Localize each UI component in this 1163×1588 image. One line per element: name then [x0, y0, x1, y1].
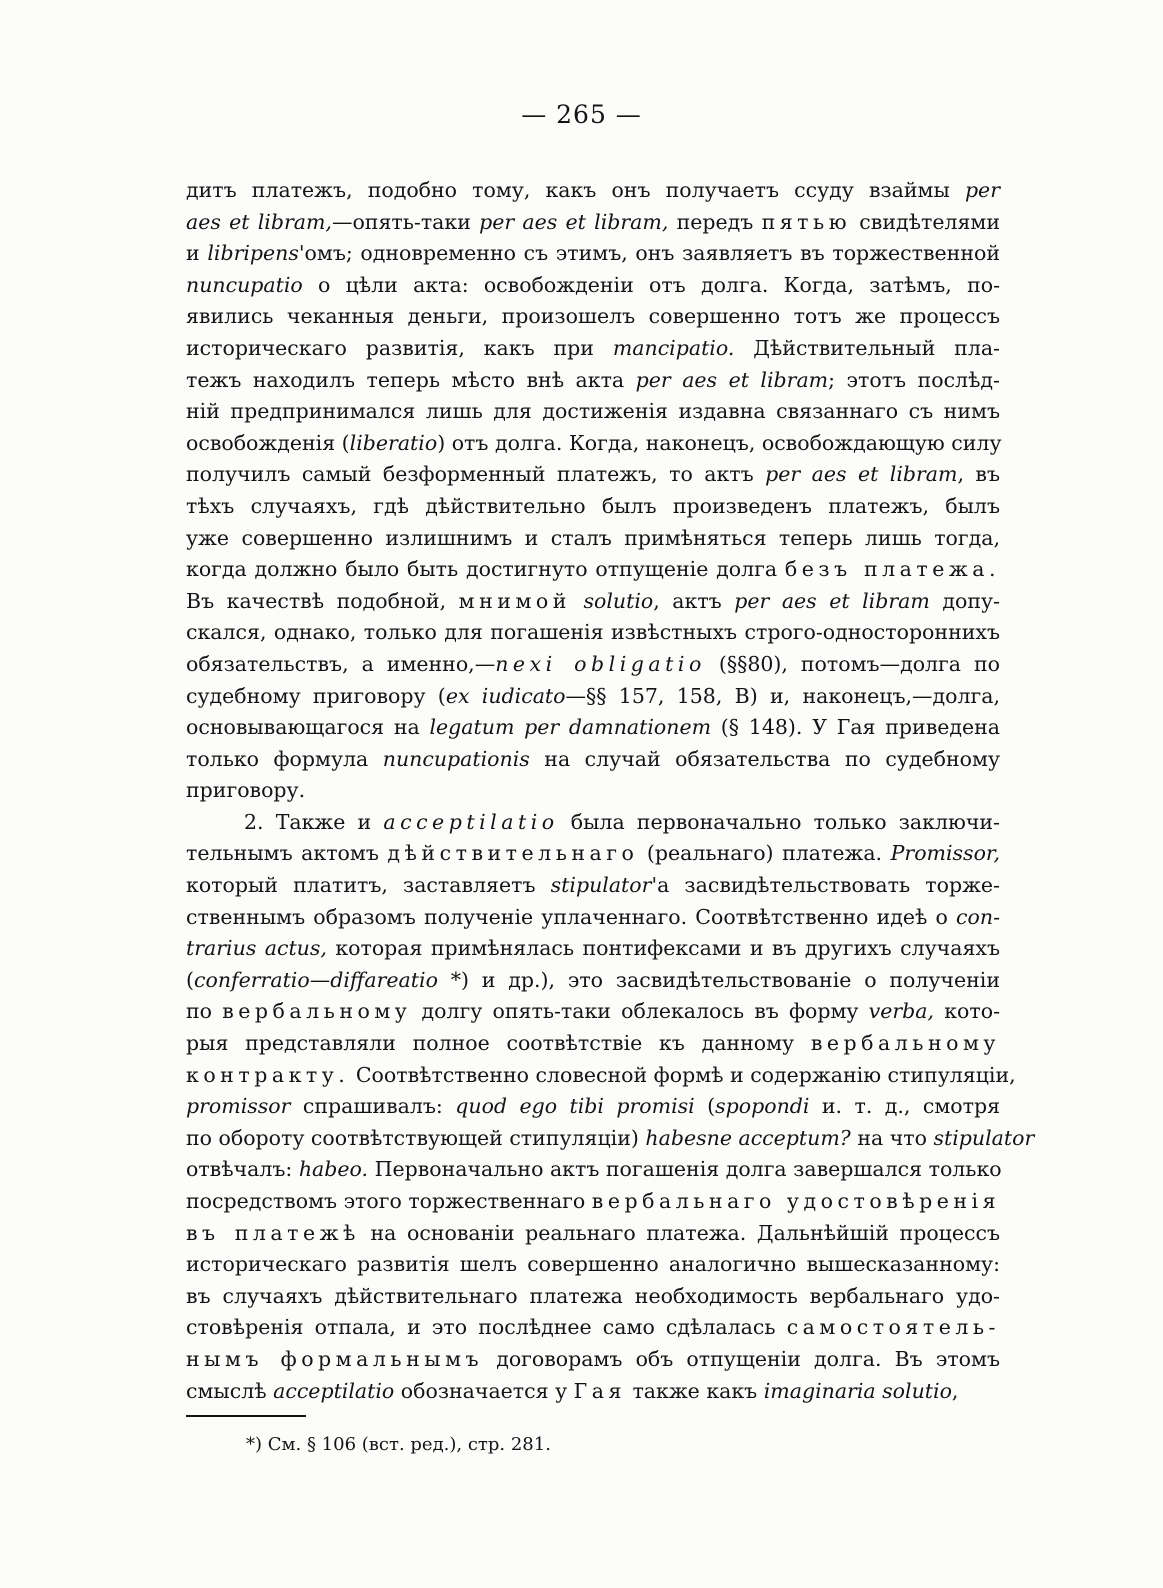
text-line [186, 807, 1000, 839]
latin-term: spopondi [715, 1094, 810, 1119]
text-run: которая примѣнялась понтифексами и въ другихъ случаяхъ [326, 936, 1000, 961]
spaced-emphasis: нымъ формальнымъ [186, 1346, 484, 1371]
text-run: (реальнаго) платежа. [638, 841, 891, 866]
text-run: *) и др.), это засвидѣтельствованіе о полученіи [437, 967, 1000, 992]
text-run: свидѣтелями [851, 209, 1001, 234]
body-text [186, 175, 1035, 1407]
text-run: по [186, 999, 223, 1024]
latin-term: promissor [186, 1094, 291, 1119]
text-run: ( [694, 1094, 716, 1119]
latin-term: stipulator [550, 873, 652, 898]
text-run [571, 589, 584, 613]
text-run: 'а засвидѣтельствовать торже- [651, 873, 1000, 898]
text-line [186, 775, 1000, 807]
text-line [186, 996, 1000, 1028]
text-run: спрашивалъ: [290, 1094, 456, 1119]
latin-term: mancipatio. [612, 335, 735, 360]
latin-term: acceptilatio [273, 1378, 395, 1403]
text-run: только формула [186, 746, 383, 771]
spaced-emphasis: дѣйствительнаго [387, 841, 639, 866]
text-run: Соотвѣтственно словесной формѣ и содержанію стипуляціи, [349, 1062, 1016, 1087]
spaced-emphasis: самостоятель- [786, 1315, 1000, 1340]
text-line [186, 396, 1000, 428]
latin-term: stipulator [933, 1125, 1035, 1150]
text-line [186, 1060, 1016, 1092]
text-run: ственнымъ образомъ полученіе уплаченнаго. Соотвѣтственно идеѣ о [186, 904, 957, 929]
latin-term: quod ego tibi promisi [455, 1094, 695, 1119]
text-line [186, 681, 1000, 713]
text-run: на основаніи реальнаго платежа. Дальнѣйшій процессъ [359, 1220, 1000, 1245]
text-run: явились чеканныя деньги, произошелъ совершенно тотъ же процессъ [186, 304, 1000, 329]
text-run: и [186, 241, 208, 266]
text-run: получилъ самый безформенный платежъ, то актъ [186, 462, 766, 487]
text-line [186, 301, 1000, 333]
spaced-emphasis: Гая [573, 1378, 626, 1403]
text-run: 'омъ; одновременно съ этимъ, онъ заявляетъ въ торжественной [298, 241, 1000, 266]
latin-term: libripens [207, 241, 299, 266]
text-run: допу- [929, 588, 1000, 613]
text-run: договорамъ объ отпущеніи долга. Въ этомъ [483, 1346, 1000, 1371]
text-run: скался, однако, только для погашенія извѣстныхъ строго-одностороннихъ [186, 620, 1000, 645]
text-run: уже совершенно излишнимъ и сталъ примѣняться теперь лишь тогда, [186, 525, 1000, 550]
text-line [186, 1249, 1000, 1281]
text-line [186, 491, 1000, 523]
latin-term: ex iudicato [445, 683, 566, 708]
text-line [186, 1154, 1000, 1186]
text-run: когда должно было быть достигнуто отпущеніе долга [186, 557, 785, 582]
text-run: обозначается у [394, 1378, 574, 1403]
text-run: о цѣли акта: освобожденіи отъ долга. Когда, затѣмъ, по- [302, 272, 1000, 297]
text-line [186, 933, 1000, 965]
text-run: освобожденія ( [186, 430, 350, 455]
latin-term: liberatio [349, 430, 438, 455]
latin-term: per aes et libram [635, 367, 829, 392]
latin-term: habesne acceptum? [645, 1125, 851, 1150]
page-number: — 265 — [521, 100, 642, 129]
spaced-emphasis: безъ платежа. [784, 557, 1000, 582]
text-run: —опять-таки [331, 209, 480, 234]
text-line [186, 870, 1000, 902]
text-run: кото- [934, 999, 1000, 1024]
text-run: , актъ [653, 588, 735, 613]
text-run: на что [850, 1125, 934, 1150]
text-line [186, 965, 1000, 997]
text-run: тежъ находилъ теперь мѣсто внѣ акта [186, 367, 636, 392]
text-run: Первоначально актъ погашенія долга завершался только [368, 1157, 1002, 1182]
text-run: также какъ [625, 1378, 764, 1403]
text-line [186, 1344, 1000, 1376]
text-line [186, 838, 1000, 870]
text-run: ) отъ долга. Когда, наконецъ, освобождающую силу [437, 430, 1002, 455]
text-run: посредствомъ этого торжественнаго [186, 1189, 592, 1213]
text-run: Дѣйствительный пла- [734, 335, 1000, 360]
text-run: дитъ платежъ, подобно тому, какъ онъ получаетъ ссуду взаймы [186, 178, 965, 202]
spaced-latin-term: nexi obligatio [495, 651, 706, 676]
text-run: ній предпринимался лишь для достиженія издавна связаннаго съ нимъ [186, 399, 1000, 424]
text-run: историческаго развитія, какъ при [186, 335, 613, 360]
latin-term: per [964, 178, 1000, 202]
text-line [186, 333, 1000, 365]
latin-term: imaginaria solutio [763, 1378, 952, 1403]
text-run: передъ [668, 209, 762, 234]
text-line [186, 1028, 1000, 1060]
text-line [186, 586, 1000, 618]
text-line [186, 649, 1000, 681]
spaced-emphasis: контракту. [186, 1062, 350, 1087]
text-run: смыслѣ [186, 1378, 274, 1403]
latin-term: nuncupationis [382, 746, 530, 771]
text-line [186, 554, 1000, 586]
text-run: (§§80), потомъ—долга по [705, 651, 1001, 676]
text-run: основывающагося на [186, 715, 430, 740]
text-run: 2. Также и [244, 809, 384, 834]
text-line [186, 1123, 1035, 1155]
text-line [186, 1376, 1000, 1408]
text-run: долгу опять-таки облекалось въ форму [411, 999, 869, 1024]
text-run: стовѣренія отпала, и это послѣднее само сдѣлалась [186, 1315, 787, 1340]
latin-term: aes et libram, [186, 209, 332, 234]
spaced-emphasis: вербальному [810, 1031, 1000, 1056]
footnote-rule [186, 1415, 306, 1417]
text-run: и. т. д., смотря [809, 1094, 1000, 1119]
latin-term: per aes et libram, [479, 209, 669, 234]
text-run: на случай обязательства по судебному [529, 746, 1001, 771]
text-line [186, 902, 1000, 934]
spaced-emphasis: мнимой [458, 588, 571, 613]
text-line [186, 617, 1000, 649]
text-run: который платитъ, заставляетъ [186, 873, 551, 898]
text-run: обязательствъ, а именно,— [186, 651, 496, 676]
text-line [186, 270, 1000, 302]
text-line [186, 523, 1000, 555]
text-run: ( [186, 967, 194, 992]
latin-term: per aes et libram [734, 588, 930, 613]
text-run: , [951, 1378, 959, 1403]
latin-term: solutio [583, 588, 654, 613]
text-line [186, 1186, 1000, 1218]
latin-term: per aes et libram [765, 462, 958, 487]
text-line [186, 744, 1000, 776]
text-run: судебному приговору ( [186, 683, 446, 708]
text-run: Въ качествѣ подобной, [186, 588, 459, 613]
spaced-emphasis: въ платежѣ [186, 1220, 360, 1245]
text-line [186, 365, 1000, 397]
spaced-emphasis: вербальному [222, 999, 412, 1024]
latin-term: habeo. [298, 1157, 369, 1182]
footnote: *) См. § 106 (вст. ред.), стр. 281. [246, 1434, 551, 1455]
text-run: рыя представляли полное соотвѣтствіе къ данному [186, 1031, 811, 1056]
latin-term: nuncupatio [186, 272, 303, 297]
text-run: историческаго развитія шелъ совершенно аналогично вышесказанному: [186, 1252, 1000, 1277]
text-run: по обороту соотвѣтствующей стипуляціи) [186, 1125, 646, 1150]
latin-term: verba, [868, 999, 935, 1024]
text-line [186, 1281, 1000, 1313]
text-run: тельнымъ актомъ [186, 841, 388, 866]
text-line [186, 459, 1000, 491]
latin-term: con- [956, 904, 1000, 929]
text-line [186, 175, 1000, 207]
text-line [186, 712, 1000, 744]
text-run: была первоначально только заключи- [558, 809, 1000, 834]
text-run: приговору. [186, 778, 306, 803]
latin-term: legatum per damnationem [429, 715, 712, 740]
latin-term: trarius actus, [186, 936, 327, 961]
spaced-emphasis: пятью [761, 209, 852, 234]
text-run: въ случаяхъ дѣйствительнаго платежа необходимость вербальнаго удо- [186, 1283, 1000, 1308]
text-run: отвѣчалъ: [186, 1157, 299, 1182]
text-run: , въ [957, 462, 1000, 487]
text-run: тѣхъ случаяхъ, гдѣ дѣйствительно былъ произведенъ платежъ, былъ [186, 493, 1000, 518]
text-line [186, 428, 1000, 460]
text-run: ; этотъ послѣд- [828, 367, 1000, 392]
latin-term: conferratio—diffareatio [194, 967, 438, 992]
spaced-emphasis: вербальнаго удостовѣренія [591, 1189, 1001, 1213]
text-run: (§ 148). У Гая приведена [711, 715, 1001, 740]
text-line [186, 1091, 1000, 1123]
spaced-latin-term: acceptilatio [383, 809, 559, 834]
text-line [186, 207, 1000, 239]
latin-term: Promissor, [890, 841, 1000, 866]
text-line [186, 238, 1000, 270]
text-line [186, 1218, 1000, 1250]
text-line [186, 1312, 1000, 1344]
text-run: —§§ 157, 158, B) и, наконецъ,—долга, [565, 683, 1000, 708]
